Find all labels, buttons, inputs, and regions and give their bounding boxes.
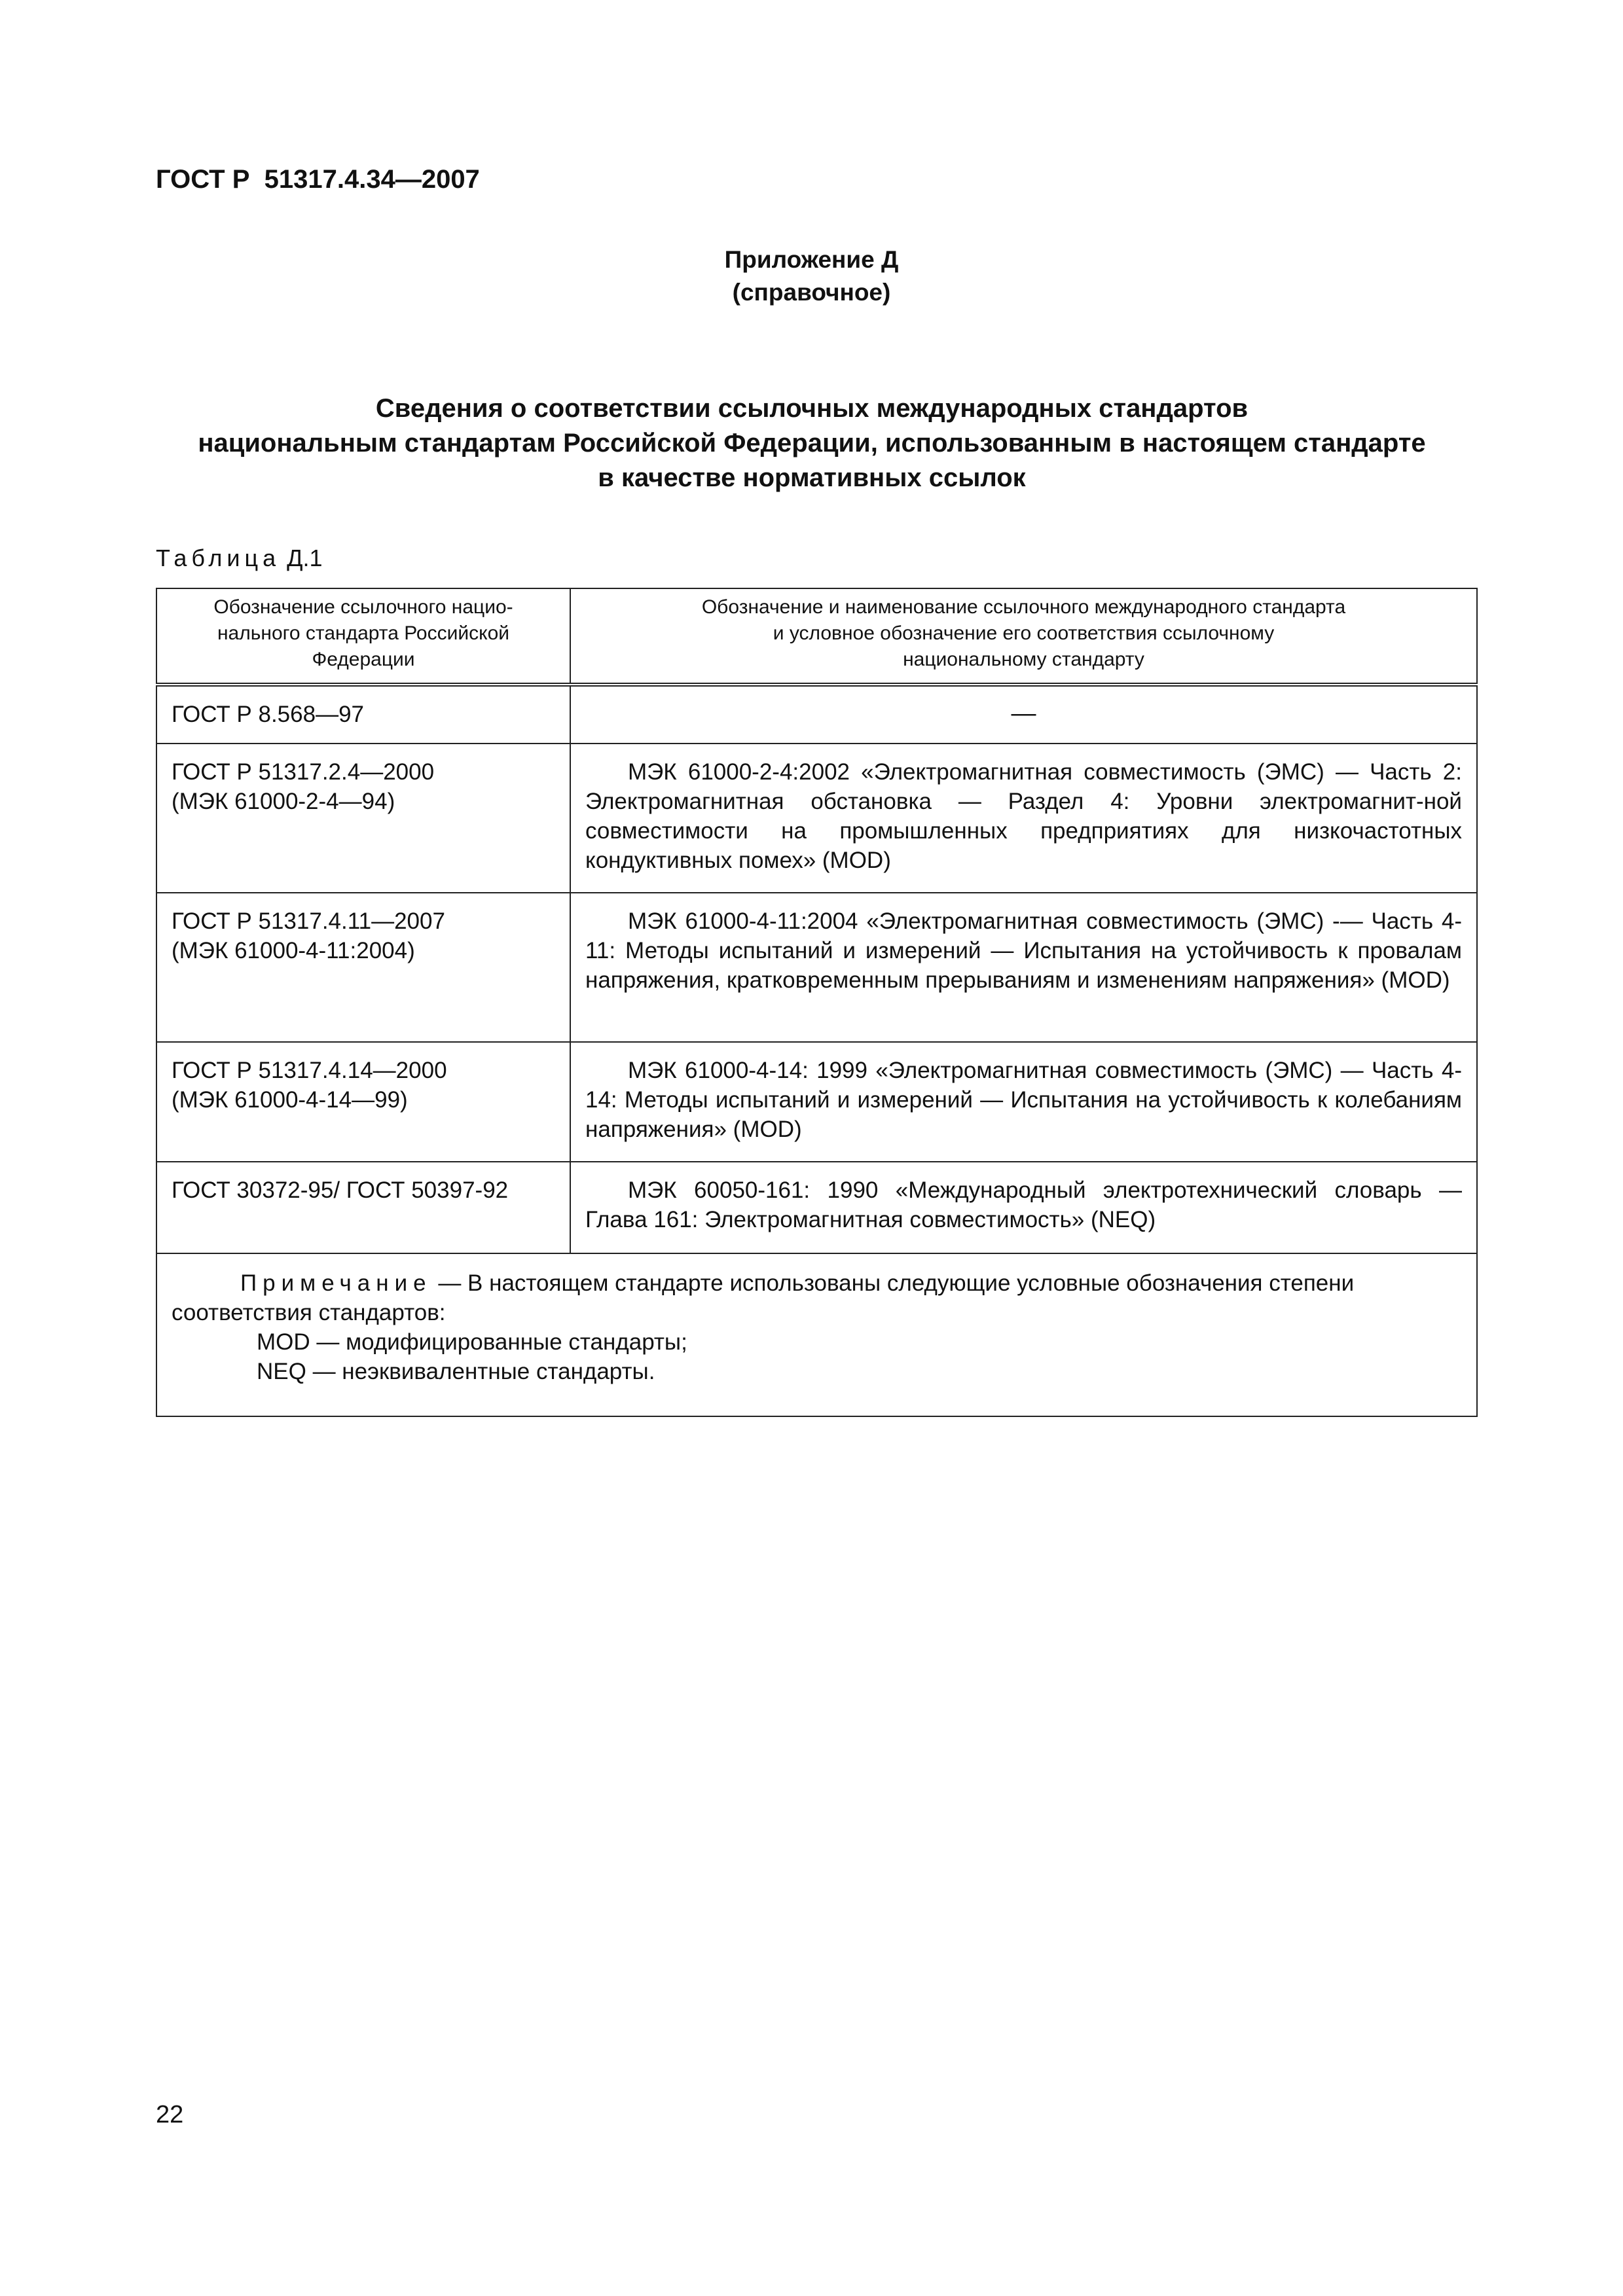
appendix-heading — [0, 243, 1623, 309]
table-row — [156, 1162, 1477, 1253]
header-col1-line1: Обозначение ссылочного нацио- — [213, 596, 513, 618]
appendix-label: Приложение Д — [724, 246, 899, 273]
international-equivalent-code: (МЭК 61000-4-11:2004) — [172, 938, 415, 963]
note-paragraph — [172, 1268, 1462, 1327]
table-caption — [156, 545, 323, 572]
international-equivalent-code: (МЭК 61000-4-14—99) — [172, 1087, 408, 1113]
header-col2-line1: Обозначение и наименование ссылочного международного стандарта — [701, 596, 1346, 618]
national-standard-code: ГОСТ Р 51317.2.4—2000 — [172, 759, 435, 785]
header-national-standard — [156, 588, 570, 685]
national-standard-cell — [156, 893, 570, 1042]
standards-table — [156, 588, 1478, 1417]
header-col1-line3: Федерации — [312, 649, 415, 670]
table-note-row — [156, 1253, 1477, 1416]
national-standard-code: ГОСТ Р 51317.4.14—2000 — [172, 1058, 447, 1083]
table-header-row — [156, 588, 1477, 685]
international-standard-cell — [570, 744, 1477, 893]
title-line-2: национальным стандартам Российской Федерации, использованным в настоящем стандарте — [198, 429, 1426, 457]
table-row — [156, 893, 1477, 1042]
national-standard-code: ГОСТ Р 51317.4.11—2007 — [172, 908, 445, 934]
international-standard-cell — [570, 1162, 1477, 1253]
international-standard-cell: — — [570, 685, 1477, 744]
national-standard-cell — [156, 1042, 570, 1162]
note-item-neq: NEQ — неэквивалентные стандарты. — [257, 1359, 655, 1384]
international-standard-cell — [570, 893, 1477, 1042]
national-standard-code: ГОСТ 30372-95/ ГОСТ 50397-92 — [172, 1177, 509, 1203]
table-row — [156, 744, 1477, 893]
title-line-3: в качестве нормативных ссылок — [598, 463, 1026, 492]
table-row — [156, 685, 1477, 744]
doc-code-number: 51317.4.34—2007 — [264, 165, 480, 194]
header-col1-line2: нального стандарта Российской — [217, 622, 510, 644]
table-caption-word: Таблица — [156, 545, 281, 571]
doc-code-prefix: ГОСТ Р — [156, 165, 250, 194]
international-equivalent-code: (МЭК 61000-2-4—94) — [172, 789, 395, 814]
international-standard-text: МЭК 61000-2-4:2002 «Электромагнитная совместимость (ЭМС) — Часть 2: Электромагнитная обстановка — Раздел 4: Уровни электромагнит-ной совместимости на промышленных предприятиях для низкочастотных кондуктивных помех» (MOD) — [585, 759, 1462, 873]
page-number: 22 — [156, 2101, 184, 2128]
table-caption-number: Д.1 — [287, 545, 323, 571]
national-standard-code: ГОСТ Р 8.568—97 — [172, 702, 365, 727]
note-text: — В настоящем стандарте использованы следующие условные обозначения степени соответствия стандартов: — [172, 1270, 1355, 1325]
international-standard-text: МЭК 61000-4-11:2004 «Электромагнитная совместимость (ЭМС) -— Часть 4-11: Методы испытаний и измерений — Испытания на устойчивость к провалам напряжения, кратковременным прерываниям и изменениям напряжения» (MOD) — [585, 908, 1462, 993]
table-row — [156, 1042, 1477, 1162]
note-item-mod: MOD — модифицированные стандарты; — [257, 1329, 687, 1355]
header-international-standard — [570, 588, 1477, 685]
national-standard-cell — [156, 744, 570, 893]
note-title: Примечание — [240, 1270, 432, 1296]
document-code — [156, 165, 480, 194]
international-standard-cell — [570, 1042, 1477, 1162]
title-line-1: Сведения о соответствии ссылочных международных стандартов — [375, 394, 1249, 423]
international-standard-text: МЭК 61000-4-14: 1999 «Электромагнитная совместимость (ЭМС) — Часть 4-14: Методы испытаний и измерений — Испытания на устойчивость к колебаниям напряжения» (MOD) — [585, 1058, 1462, 1142]
international-standard-text: МЭК 60050-161: 1990 «Международный электротехнический словарь — Глава 161: Электромагнитная совместимость» (NEQ) — [585, 1177, 1462, 1232]
national-standard-cell — [156, 685, 570, 744]
national-standard-cell — [156, 1162, 570, 1253]
appendix-type: (справочное) — [732, 279, 891, 306]
header-col2-line2: и условное обозначение его соответствия ссылочному — [773, 622, 1275, 644]
table-note — [156, 1253, 1477, 1416]
appendix-title — [92, 391, 1532, 495]
header-col2-line3: национальному стандарту — [903, 649, 1144, 670]
